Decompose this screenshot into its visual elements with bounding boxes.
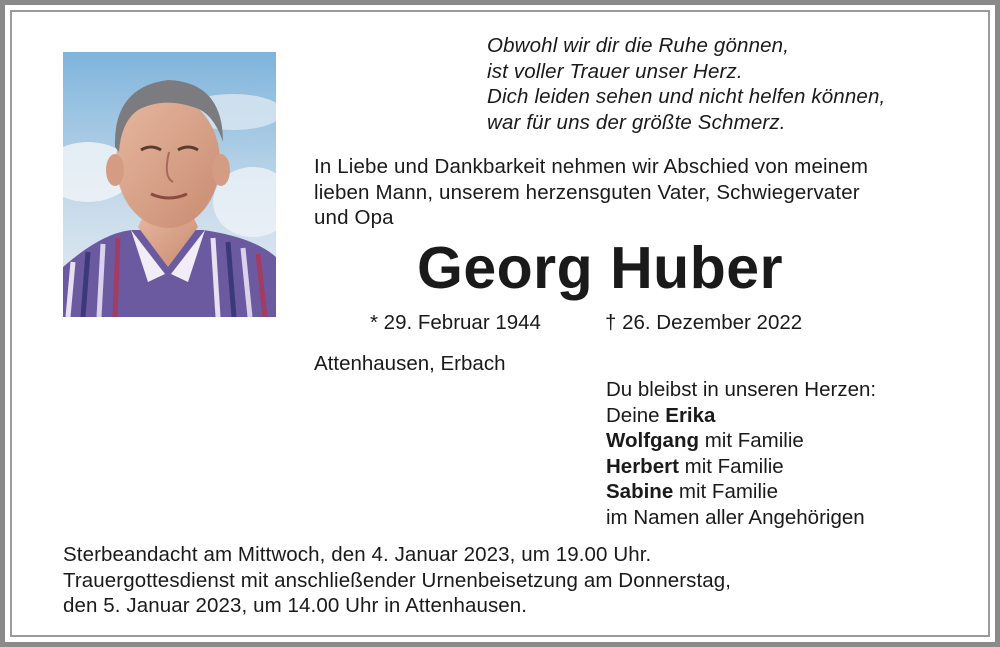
mourner-wife [606,403,876,429]
child-suffix: mit Familie [673,480,779,504]
poem [487,33,967,135]
child-suffix: mit Familie [699,429,804,453]
farewell-intro [314,154,974,231]
service-details [63,542,963,619]
wife-name: Erika [665,403,716,427]
mourner-child [606,479,876,505]
mourner-child [606,428,876,454]
child-name: Sabine [606,480,674,504]
portrait-photo [63,52,276,317]
death-date: † 26. Dezember 2022 [605,311,803,334]
mourners-intro: Du bleibst in unseren Herzen: [606,378,877,401]
mourners-list [606,377,876,531]
poem-line: ist voller Trauer unser Herz. [487,59,743,83]
intro-line: und Opa [314,206,394,229]
child-name: Herbert [606,454,679,478]
intro-line: In Liebe und Dankbarkeit nehmen wir Abschied von meinem [314,155,869,178]
poem-line: Dich leiden sehen und nicht helfen können, [487,85,886,108]
service-line: Sterbeandacht am Mittwoch, den 4. Januar 2023, um 19.00 Uhr. [63,543,652,566]
service-line: den 5. Januar 2023, um 14.00 Uhr in Attenhausen. [63,594,528,617]
deceased-name: Georg Huber [416,235,784,301]
birth-date: * 29. Februar 1944 [370,311,541,334]
poem-line: Obwohl wir dir die Ruhe gönnen, [487,34,790,57]
wife-prefix: Deine [606,403,666,427]
poem-line: war für uns der größte Schmerz. [487,110,786,134]
places: Attenhausen, Erbach [314,352,506,375]
mourners-closing: im Namen aller Angehörigen [606,505,865,529]
service-line: Trauergottesdienst mit anschließender Urnenbeisetzung am Donnerstag, [63,568,732,592]
child-suffix: mit Familie [678,454,784,478]
mourner-child [606,454,876,480]
intro-line: lieben Mann, unserem herzensguten Vater, Schwiegervater [314,180,860,204]
child-name: Wolfgang [606,429,699,453]
